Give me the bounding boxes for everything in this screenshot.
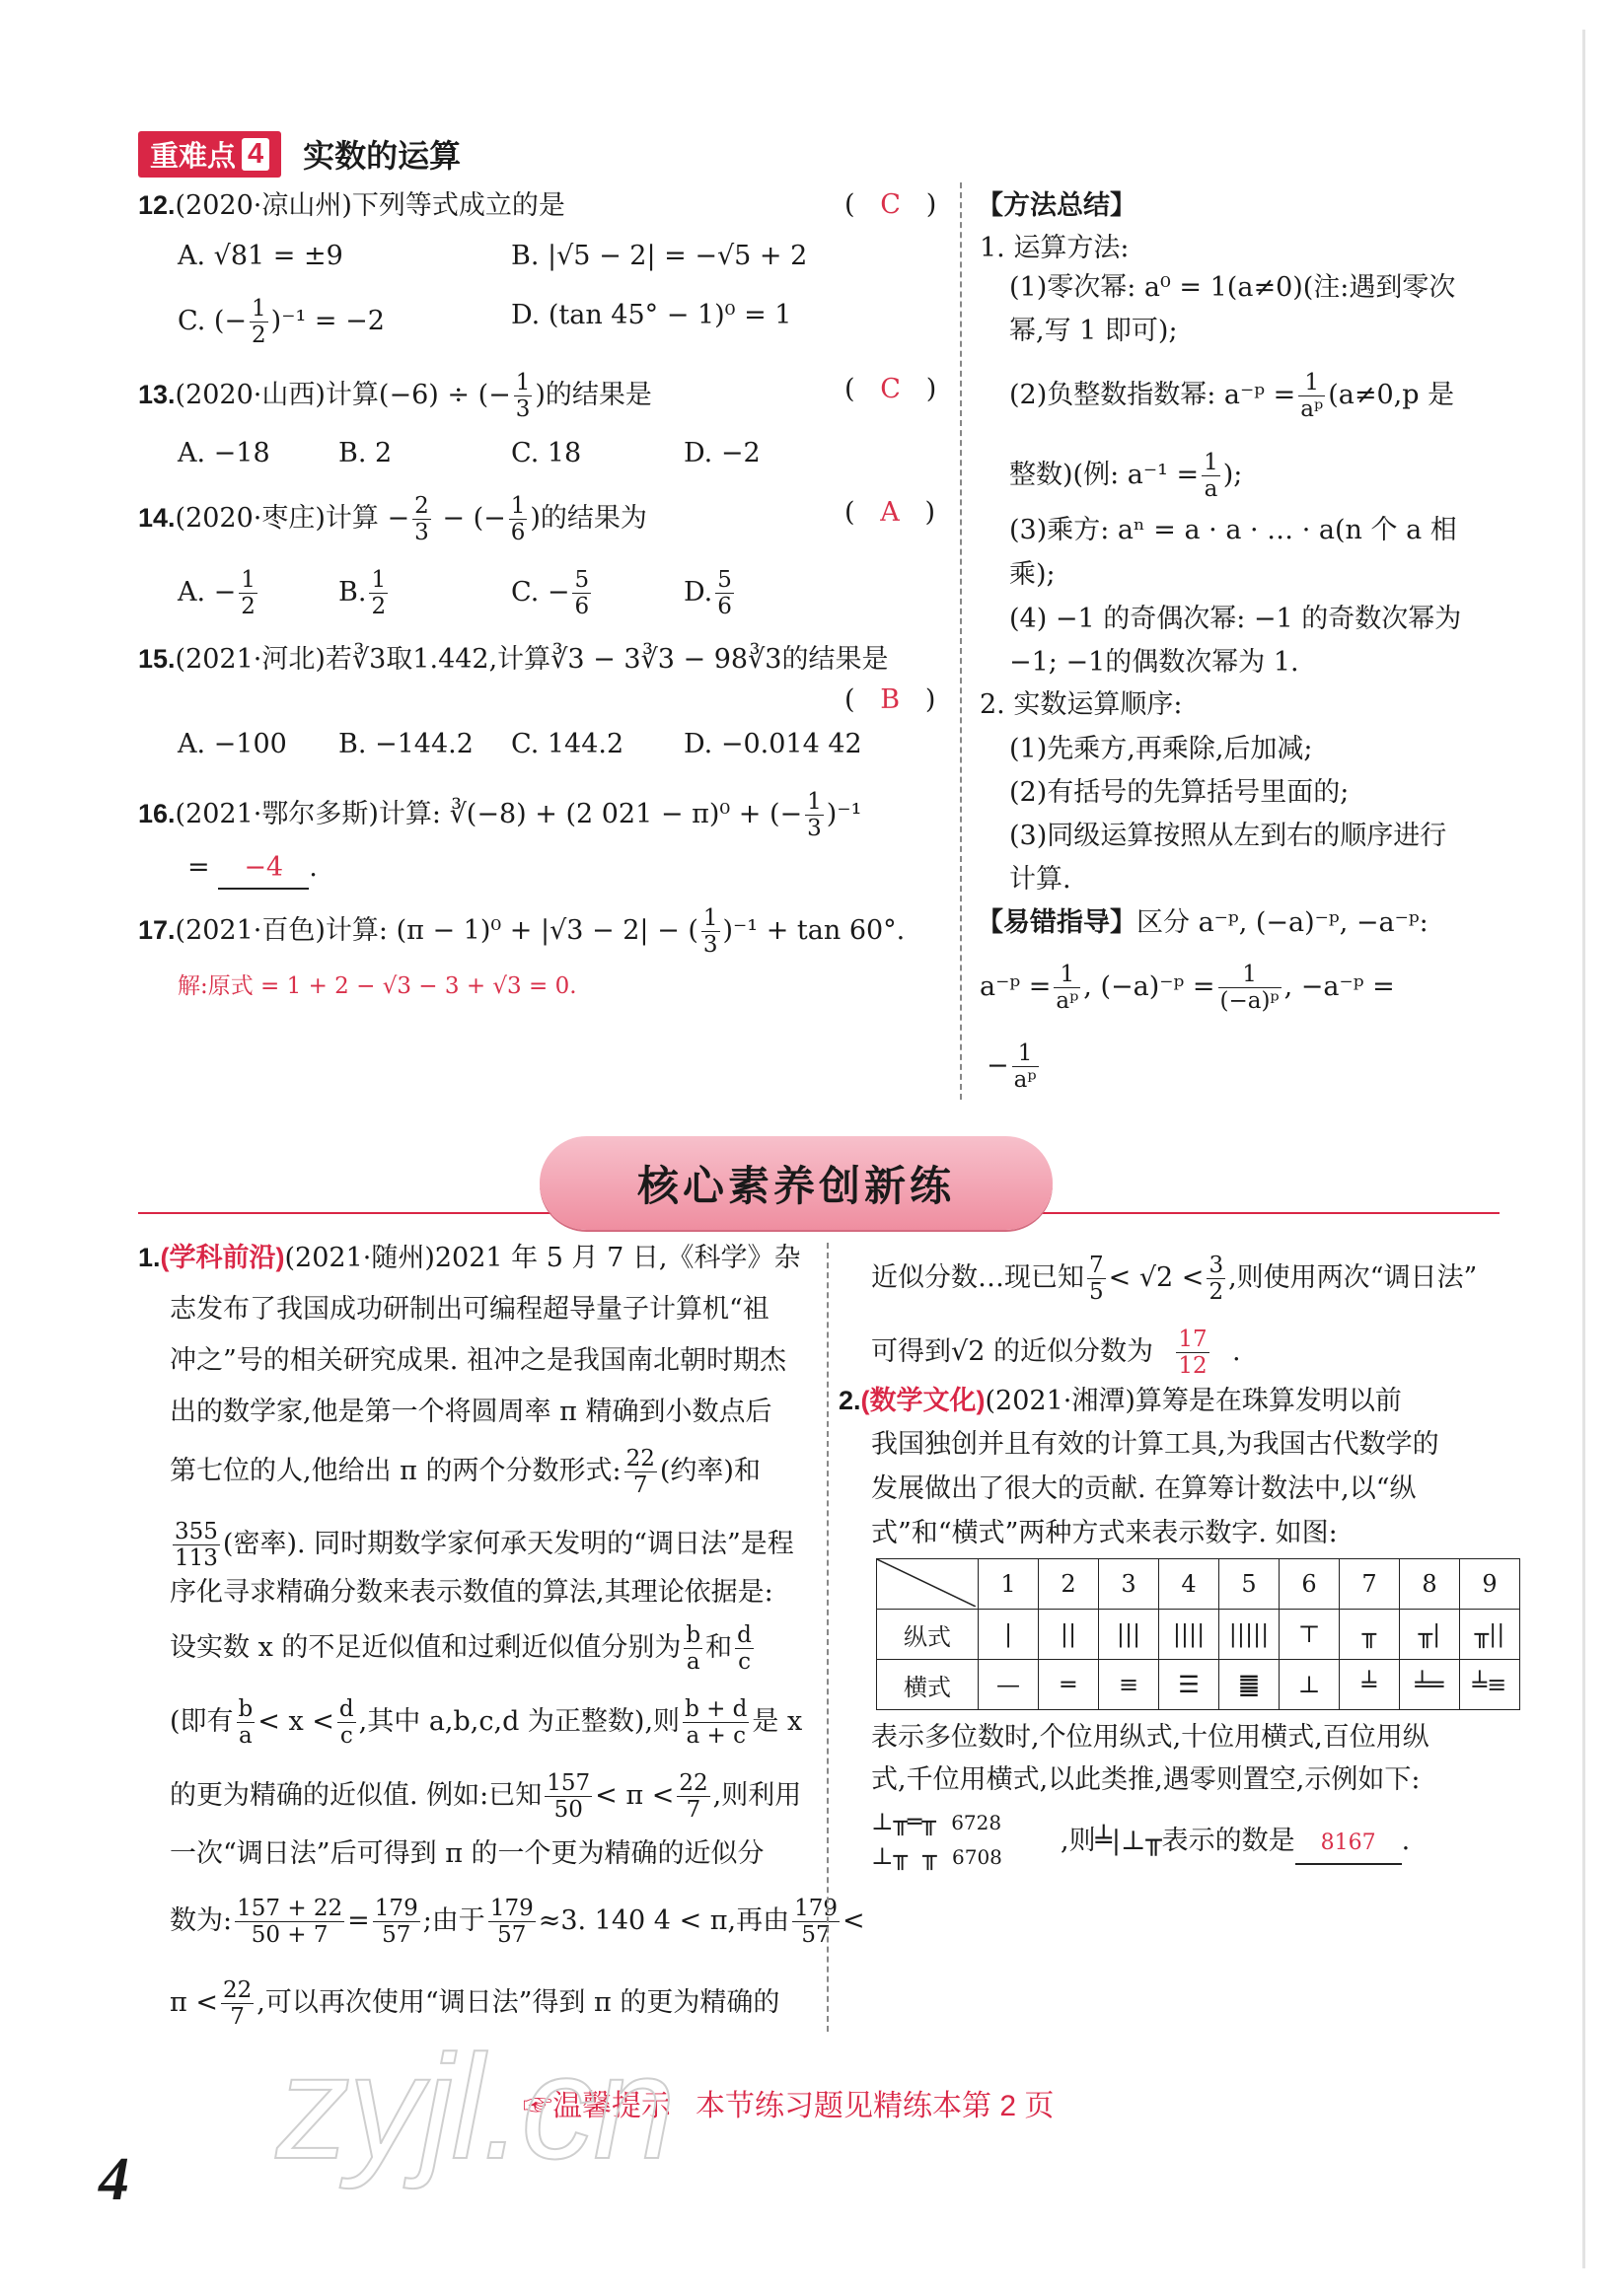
table-row-heng [877,1660,1520,1710]
p1-l10-n2: 22 [679,1770,708,1796]
method-line-11: (1)先乘方,再乘除,后加减; [1009,734,1313,764]
p1-l8-mid: 和 [705,1632,733,1663]
p1-l9-n2: d [338,1696,354,1722]
p1-tag: (学科前沿) [160,1243,285,1272]
method-title: 【方法总结】 [977,190,1136,220]
rod-cell: ╧═ [1400,1660,1460,1710]
p1-l6-den: 113 [175,1545,218,1571]
p1-l9-pre: (即有 [170,1706,234,1737]
q12-option-b: B. |√5 − 2| = −√5 + 2 [511,241,808,271]
p1-l8-d1: a [686,1649,700,1675]
q15-text: 若∛3取1.442,计算∛3 − 3∛3 − 98∛3的结果是 [325,644,889,675]
table-header-cell: 2 [1039,1559,1099,1610]
method-line-1: 1. 运算方法: [980,233,1130,263]
p2-line-2: 我国独创并且有效的计算工具,为我国古代数学的 [871,1429,1439,1460]
p2-line-3: 发展做出了很大的贡献. 在算筹计数法中,以“纵 [871,1473,1417,1504]
q14-f1-den: 3 [414,520,429,545]
q14-option-d [684,567,737,619]
e2-post: , −a⁻ᵖ = [1283,971,1395,1002]
q14-source: (2020·枣庄) [175,503,326,534]
q14-text-mid: − (− [433,503,506,534]
p1-l12-fraction-1 [235,1896,344,1948]
p1-l13-den: 7 [230,2004,245,2030]
q14-a-den: 2 [241,594,256,619]
q15-answer-bracket: ( B ) [844,684,936,715]
table-header-cell: 5 [1219,1559,1280,1610]
p1-l9-d2: c [339,1723,353,1749]
q14-f2-den: 6 [510,520,526,545]
section-title: 实数的运算 [303,138,462,174]
q16-answer-line: = −4 . [187,848,318,890]
p1-line-10 [170,1770,801,1823]
method-line-14: 计算. [1009,864,1071,895]
q12-c-post: )⁻¹ = −2 [270,306,385,336]
p1-l12-eq: = [347,1905,370,1936]
q15-stem [138,639,888,680]
q14-c-den: 6 [574,594,590,619]
q12-answer: C [880,189,901,220]
q17-den: 3 [702,932,718,958]
q12-option-d: D. (tan 45° − 1)⁰ = 1 [511,300,792,330]
e1-num: 1 [1054,962,1080,988]
p1-r1-d2: 2 [1208,1279,1224,1305]
p1-answer-blank [1153,1327,1232,1379]
p1-l12-fraction-4 [792,1896,840,1948]
p1-l8-fraction-2 [735,1622,754,1675]
e1-pre: a⁻ᵖ = [980,971,1052,1002]
p1-l12-n4: 179 [794,1896,839,1921]
p1-l13-pre: π < [170,1987,218,2018]
q12-c-fraction [250,296,268,348]
error-guide-line [977,902,1428,943]
p1-l5-post: (约率)和 [659,1456,761,1486]
p1-l12-n2: 179 [374,1896,418,1921]
p1-l6-fraction [173,1519,220,1571]
q16-answer: −4 [218,848,309,890]
q16-text-pre: 计算: ∛(−8) + (2 021 − π)⁰ + (− [378,799,803,829]
q15-option-c: C. 144.2 [511,729,624,759]
q13-text-post: )的结果是 [535,380,652,410]
q16-fraction [805,789,824,841]
p1-r1-fraction-2 [1207,1253,1225,1305]
p1-l9-fraction-1 [237,1696,256,1749]
q17-text-post: )⁻¹ + tan 60°. [722,915,906,946]
reminder-tip: ☞温馨提示 本节练习题见精练本第 2 页 [523,2090,1055,2122]
p1-r1-mid: < √2 < [1108,1262,1205,1293]
rod-cell: ||||| [1219,1610,1280,1660]
q16-den: 3 [807,816,822,841]
table-row-label: 横式 [877,1660,979,1710]
table-row-zong [877,1610,1520,1660]
p1-r1-pre: 近似分数…现已知 [871,1262,1084,1293]
q13-source: (2020·山西) [175,380,326,410]
p2-line-5: 表示多位数时,个位用纵式,十位用横式,百位用纵 [871,1722,1429,1753]
p1-l8-n1: b [686,1622,701,1648]
table-header-cell: 8 [1400,1559,1460,1610]
q14-b-fraction [369,567,388,619]
method-line-4 [1009,370,1454,422]
rod-cell: ╥ [1340,1610,1400,1660]
method-line-10: 2. 实数运算顺序: [980,689,1183,720]
q17-text-pre: 计算: (π − 1)⁰ + |√3 − 2| − ( [325,915,698,946]
method-line-6: (3)乘方: aⁿ = a · a · … · a(n 个 a 相 [1009,515,1457,545]
q17-num: 1 [702,905,718,931]
method-line-8: (4) −1 的奇偶次幂: −1 的奇数次幂为 [1009,604,1462,634]
e1-fraction [1054,962,1080,1014]
p1-l9-n3: b + d [685,1696,748,1722]
p1-l12-fraction-3 [488,1896,536,1948]
p1-l9-d3: a + c [686,1723,746,1749]
method-l4-den: aᵖ [1300,396,1324,422]
e3-den: aᵖ [1013,1067,1037,1093]
p1-line-5 [170,1446,761,1498]
q14-a-num: 1 [241,567,256,593]
method-line-3: 幂,写 1 即可); [1009,316,1178,346]
p1-number: 1. [138,1243,161,1272]
p1-l10-pre: 的更为精确的近似值. 例如:已知 [170,1780,543,1811]
q13-text-pre: 计算(−6) ÷ (− [325,380,511,410]
p1-l10-post: ,则利用 [712,1780,802,1811]
error-guide-text: 区分 a⁻ᵖ, (−a)⁻ᵖ, −a⁻ᵖ: [1136,907,1428,938]
q15-option-d: D. −0.014 42 [684,729,862,759]
q13-option-a: A. −18 [178,438,270,468]
q16-equals: = [187,852,210,883]
q12-number: 12. [138,190,176,220]
p1-r2-post: . [1231,1336,1241,1367]
q15-option-b: B. −144.2 [338,729,474,759]
p1-l10-mid: < π < [595,1780,675,1811]
rod-cell: ╥| [1400,1610,1460,1660]
counting-rods-table [876,1558,1520,1710]
q15-source: (2021·河北) [175,644,326,675]
watermark-logo: zyjl.cn [276,2024,674,2189]
p1-r1-post: ,则使用两次“调日法” [1228,1262,1478,1293]
p2-question [1061,1822,1410,1865]
p1-l8-pre: 设实数 x 的不足近似值和过剩近似值分别为 [170,1632,682,1663]
p1-line-9 [170,1696,802,1749]
p2-answer: 8167 [1295,1824,1402,1865]
section-badge-label: 重难点 [150,140,237,173]
example-2-value: 6708 [952,1845,1002,1869]
q13-stem [138,370,652,422]
method-line-13: (3)同级运算按照从左到右的顺序进行 [1009,821,1447,851]
p1-l12-mid2: ≈3. 140 4 < π,再由 [538,1905,790,1936]
error-guide-title: 【易错指导】 [977,907,1136,937]
q13-fraction [514,370,533,422]
q14-text-post: )的结果为 [530,503,647,534]
q14-d-pre: D. [684,577,713,608]
method-l4-num: 1 [1298,370,1325,396]
p1-l12-d2: 57 [382,1922,411,1948]
p2-example-1 [871,1805,1001,1839]
rod-cell: ⊤ [1280,1610,1340,1660]
p1-l6-post: (密率). 同时期数学家何承天发明的“调日法”是程 [222,1529,794,1559]
p1-answer-den: 12 [1178,1353,1208,1379]
q12-option-a: A. √81 = ±9 [178,241,343,271]
p2-question-rods: ╧|⊥╥ [1095,1826,1162,1856]
e2-num: 1 [1218,962,1281,988]
q14-fraction-1 [412,493,431,545]
q12-option-c [178,296,385,348]
p1-r1-d1: 5 [1089,1279,1104,1305]
p1-line-8 [170,1622,757,1675]
q17-source: (2021·百色) [175,915,326,946]
q14-text-pre: 计算 − [325,503,410,534]
table-row-label: 纵式 [877,1610,979,1660]
p2-text-1: (2021·湘潭)算筹是在珠算发明以前 [985,1386,1402,1416]
section-badge [138,131,281,178]
rod-cell: |||| [1159,1610,1219,1660]
q13-num: 1 [515,370,531,395]
p1-l10-n1: 157 [547,1770,591,1796]
rod-cell: ||| [1099,1610,1159,1660]
p1-l13-post: ,可以再次使用“调日法”得到 π 的更为精确的 [256,1987,780,2018]
q14-c-num: 5 [574,567,590,593]
p1-line-2: 志发布了我国成功研制出可编程超导量子计算机“祖 [170,1294,769,1325]
p1-l13-fraction [221,1977,254,2030]
p1-l6-num: 355 [175,1519,218,1544]
q14-c-pre: C. − [511,577,570,608]
p1-l12-n1: 157 + 22 [237,1896,343,1921]
q13-den: 3 [515,396,531,422]
section-heading [138,131,461,177]
p1-l12-post: < [842,1905,865,1936]
method-l5-fraction [1202,450,1220,502]
q12-c-num: 1 [252,296,266,322]
q12-c-pre: C. (− [178,306,248,336]
method-line-5 [1009,450,1242,502]
rod-cell: ═ [1039,1660,1099,1710]
q14-b-pre: B. [338,577,367,608]
q14-f2-num: 1 [510,493,526,519]
p1-l12-d4: 57 [801,1922,831,1948]
p2-question-post: 表示的数是 [1161,1826,1295,1856]
q13-number: 13. [138,380,176,409]
q13-answer-bracket: ( C ) [844,374,937,404]
q16-stem [138,789,861,841]
p1-answer-num: 17 [1178,1327,1208,1352]
method-line-12: (2)有括号的先算括号里面的; [1009,777,1350,808]
table-header-cell: 3 [1099,1559,1159,1610]
rod-cell: || [1039,1610,1099,1660]
q16-num: 1 [807,789,822,815]
p1-l5-num: 22 [625,1446,655,1471]
e1-mid: , (−a)⁻ᵖ = [1083,971,1215,1002]
p1-line-4: 出的数学家,他是第一个将圆周率 π 精确到小数点后 [170,1397,772,1427]
p2-line-1 [839,1381,1402,1421]
rod-cell: ╧ [1340,1660,1400,1710]
p1-right-line-1 [871,1253,1477,1305]
p1-l13-num: 22 [222,1977,253,2003]
q14-number: 14. [138,503,176,533]
q14-d-den: 6 [717,594,732,619]
q14-c-fraction [572,567,591,619]
innovation-banner [540,1136,1053,1230]
error-guide-formula-2 [987,1040,1042,1093]
example-1-rods: ⊥╥═╥ [871,1808,936,1835]
error-guide-formula-1 [980,962,1395,1014]
q14-option-a [178,567,260,619]
p1-r1-n1: 7 [1089,1253,1104,1278]
q12-source: (2020·凉山州) [175,190,352,221]
top-column-divider [960,182,962,1100]
q17-fraction [701,905,720,958]
q14-d-num: 5 [717,567,732,593]
q17-stem [138,905,905,958]
q13-option-b: B. 2 [338,438,393,468]
bottom-column-divider [827,1243,829,2032]
table-header-cell: 9 [1460,1559,1520,1610]
table-header-cell: 7 [1340,1559,1400,1610]
p1-line-12 [170,1896,865,1948]
q12-text: 下列等式成立的是 [351,190,565,221]
e1-den: aᵖ [1056,988,1079,1014]
q12-answer-bracket: ( C ) [844,189,937,220]
q13-option-c: C. 18 [511,438,582,468]
method-l5-num: 1 [1204,450,1218,475]
q14-answer-bracket: ( A ) [844,497,936,528]
p1-l9-fraction-3 [683,1696,749,1749]
q14-option-c [511,567,594,619]
p2-tag: (数学文化) [860,1386,986,1415]
q13-answer: C [880,374,901,404]
rod-cell: | [979,1610,1039,1660]
p1-line-7: 序化寻求精确分数来表示数值的算法,其理论依据是: [170,1577,773,1608]
q14-option-b [338,567,391,619]
q17-solution: 解:原式 = 1 + 2 − √3 − 3 + √3 = 0. [178,973,577,999]
p1-l12-n3: 179 [489,1896,534,1921]
p1-l5-den: 7 [632,1472,648,1498]
p2-question-pre: ,则 [1061,1826,1096,1856]
q15-answer: B [880,684,901,715]
p1-answer-fraction [1176,1327,1208,1379]
p1-l9-post: 是 x [752,1706,803,1737]
q17-number: 17. [138,915,176,945]
p1-l5-pre: 第七位的人,他给出 π 的两个分数形式: [170,1456,622,1486]
q14-a-pre: A. − [178,577,237,608]
rod-cell: ╥|| [1460,1610,1520,1660]
p1-l12-fraction-2 [373,1896,420,1948]
method-l4-pre: (2)负整数指数幂: a⁻ᵖ = [1009,380,1296,410]
p1-right-line-2 [871,1327,1241,1379]
table-header-row [877,1559,1520,1610]
banner-title: 核心素养创新练 [636,1162,955,1209]
p1-l10-d1: 50 [553,1797,583,1823]
rod-cell: ≡ [1099,1660,1159,1710]
p1-r2-pre: 可得到√2 的近似分数为 [871,1336,1153,1367]
p1-l10-d2: 7 [686,1797,701,1823]
method-line-2: (1)零次幂: a⁰ = 1(a≠0)(注:遇到零次 [1009,272,1456,303]
q12-c-den: 2 [252,323,266,348]
p1-line-3: 冲之”号的相关研究成果. 祖冲之是我国南北朝时期杰 [170,1345,786,1376]
rod-cell: ╧≡ [1460,1660,1520,1710]
p1-l12-mid: ;由于 [422,1905,485,1936]
page-edge-rule [1582,30,1585,2268]
p1-line-11: 一次“调日法”后可得到 π 的一个更为精确的近似分 [170,1838,765,1869]
q14-f1-num: 2 [414,493,429,519]
q14-answer: A [880,497,900,528]
method-line-7: 乘); [1009,559,1056,590]
method-l5-den: a [1204,476,1218,502]
table-corner-cell [877,1559,979,1610]
e3-fraction [1012,1040,1039,1093]
q14-fraction-2 [509,493,528,545]
page-number: 4 [99,2146,129,2213]
p1-line-1 [138,1238,800,1278]
p2-question-end: . [1401,1826,1411,1856]
q14-a-fraction [239,567,257,619]
p1-l9-n1: b [238,1696,254,1722]
q16-source: (2021·鄂尔多斯) [175,799,379,829]
q16-number: 16. [138,799,176,828]
section-badge-number: 4 [242,138,269,171]
method-line-9: −1; −1的偶数次幂为 1. [1009,647,1299,678]
rod-cell: ䷀ [1219,1660,1280,1710]
p1-l8-fraction-1 [684,1622,702,1675]
e3-pre: − [987,1050,1009,1081]
method-l5-pre: 整数)(例: a⁻¹ = [1009,460,1200,490]
p1-l12-d1: 50 + 7 [251,1922,329,1948]
p1-l10-fraction-2 [677,1770,709,1823]
rod-cell: — [979,1660,1039,1710]
e2-den: (−a)ᵖ [1219,988,1280,1014]
p2-example-2 [871,1839,1002,1874]
p1-line-6 [170,1519,794,1571]
p1-l9-d1: a [239,1723,253,1749]
p2-number: 2. [839,1386,861,1415]
rod-cell: ☰ [1159,1660,1219,1710]
q14-b-den: 2 [371,594,387,619]
p1-text-1: (2021·随州)2021 年 5 月 7 日,《科学》杂 [284,1243,801,1273]
q13-option-d: D. −2 [684,438,761,468]
p1-l9-mid: < x < [257,1706,334,1737]
p1-l12-d3: 57 [497,1922,527,1948]
e3-num: 1 [1012,1040,1039,1067]
method-l5-post: ); [1222,460,1243,490]
p2-line-6: 式,千位用横式,以此类推,遇零则置空,示例如下: [871,1764,1421,1795]
p1-l8-n2: d [737,1622,752,1648]
q15-option-a: A. −100 [178,729,287,759]
p1-l8-d2: c [738,1649,751,1675]
p1-l9-fraction-2 [337,1696,356,1749]
p1-l10-fraction-1 [545,1770,592,1823]
example-2-rods: ⊥╥ ╥ [871,1842,937,1870]
p1-l9-mid2: ,其中 a,b,c,d 为正整数),则 [358,1706,681,1737]
p2-line-4: 式”和“横式”两种方式来表示数字. 如图: [871,1518,1338,1548]
table-header-cell: 4 [1159,1559,1219,1610]
p1-l5-fraction [624,1446,657,1498]
q14-d-fraction [715,567,734,619]
method-l4-post: (a≠0,p 是 [1328,380,1455,410]
p1-r1-fraction-1 [1087,1253,1106,1305]
table-header-cell: 1 [979,1559,1039,1610]
rod-cell: ⊥ [1280,1660,1340,1710]
p1-l12-pre: 数为: [170,1905,233,1936]
table-header-cell: 6 [1280,1559,1340,1610]
q16-text-post: )⁻¹ [826,799,862,829]
method-l4-fraction [1298,370,1325,422]
example-1-value: 6728 [951,1811,1002,1834]
q14-stem [138,493,647,545]
e2-fraction [1218,962,1281,1014]
p1-r1-n2: 3 [1208,1253,1224,1278]
q14-b-num: 1 [371,567,387,593]
q15-number: 15. [138,644,176,674]
q12-stem [138,185,565,226]
